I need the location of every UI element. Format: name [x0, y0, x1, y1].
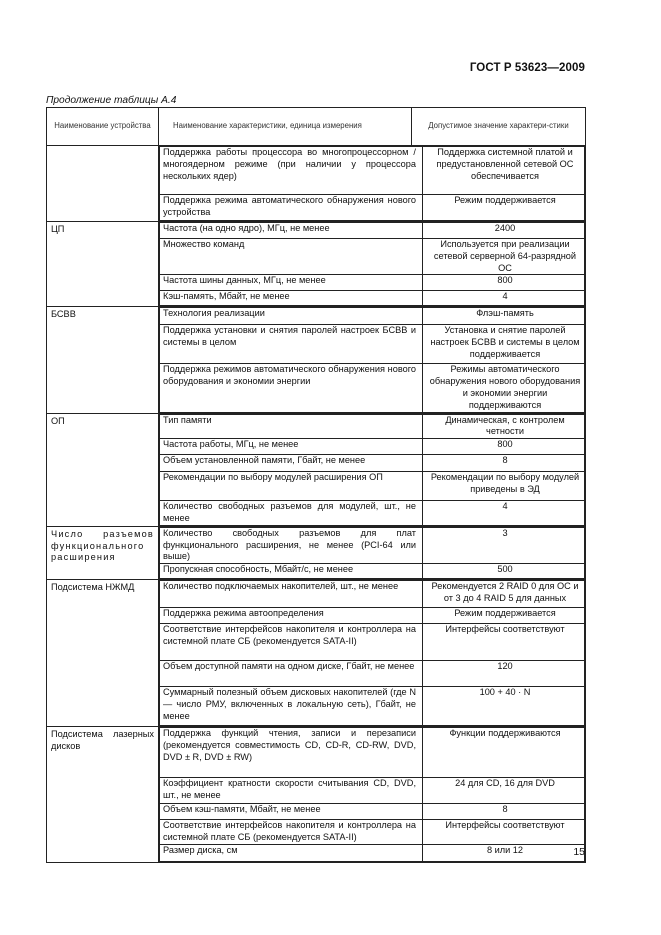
standard-number: ГОСТ Р 53623—2009: [469, 62, 585, 74]
characteristic-name: Количество свободных разъемов для модулей, шт., не менее: [160, 501, 423, 526]
device-name: ОП: [51, 415, 65, 426]
characteristic-value: 8: [423, 455, 585, 472]
characteristic-value: Используется при реализации сетевой серверной 64-разрядной ОС: [423, 239, 585, 275]
characteristic-name: Кэш-память, Мбайт, не менее: [160, 291, 423, 306]
characteristic-value: Установка и снятие паролей настроек БСВВ и системы в целом поддерживается: [423, 325, 585, 364]
characteristic-row: [160, 728, 585, 778]
characteristic-row: [160, 501, 585, 526]
characteristic-name: Поддержка установки и снятия паролей настроек БСВВ и системы в целом: [160, 325, 423, 364]
characteristic-name: Объем установленной памяти, Гбайт, не менее: [160, 455, 423, 472]
device-name: Подсистема НЖМД: [51, 582, 135, 593]
characteristic-value: 2400: [423, 223, 585, 239]
characteristic-row: [160, 308, 585, 325]
characteristic-row: [160, 564, 585, 579]
characteristic-name: Количество свободных разъемов для плат функционального расширения, не менее (PCI-64 или выше): [160, 527, 423, 563]
device-cell: [47, 580, 159, 727]
characteristic-name: Поддержка режимов автоматического обнаружения нового оборудования и экономии энергии: [160, 364, 423, 412]
characteristic-row: [160, 147, 585, 195]
device-cell: [47, 526, 159, 579]
characteristics-list: [159, 580, 585, 726]
characteristics-list: [159, 727, 585, 862]
characteristic-row: [160, 581, 585, 608]
characteristic-value: Флэш-память: [423, 308, 585, 325]
characteristics-list: [159, 146, 585, 221]
characteristic-value: 800: [423, 439, 585, 455]
device-name: Число разъемов функционального расширения: [51, 528, 154, 563]
header-characteristic: Наименование характеристики, единица измерения: [159, 108, 412, 146]
device-name: ЦП: [51, 224, 65, 234]
characteristic-name: Пропускная способность, Мбайт/с, не менее: [160, 564, 423, 579]
characteristic-name: Тип памяти: [160, 414, 423, 439]
characteristic-value: Интерфейсы соответствуют: [423, 820, 585, 845]
characteristic-name: Количество подключаемых накопителей, шт., не менее: [160, 581, 423, 608]
characteristic-row: [160, 364, 585, 412]
header-device: Наименование устройства: [47, 108, 159, 146]
characteristic-row: [160, 291, 585, 306]
characteristic-value: Режим поддерживается: [423, 195, 585, 221]
characteristic-row: [160, 239, 585, 275]
characteristic-value: 4: [423, 501, 585, 526]
device-cell: [47, 413, 159, 526]
page-number: 15: [573, 846, 585, 858]
characteristic-name: Поддержка режима автоматического обнаружения нового устройства: [160, 195, 423, 221]
characteristic-row: [160, 195, 585, 221]
characteristic-name: Поддержка работы процессора во многопроцессорном /многоядерном режиме (при наличии у процессора нескольких ядер): [160, 147, 423, 195]
characteristic-name: Частота шины данных, МГц, не менее: [160, 275, 423, 291]
characteristic-value: 3: [423, 527, 585, 563]
characteristic-name: Соответствие интерфейсов накопителя и контроллера на системной плате СБ (рекомендуется SATA-II): [160, 820, 423, 845]
characteristic-value: Рекомендуется 2 RAID 0 для ОС и от 3 до 4 RAID 5 для данных: [423, 581, 585, 608]
characteristic-value: 8 или 12: [423, 844, 585, 861]
characteristics-list: [159, 222, 585, 306]
characteristic-row: [160, 325, 585, 364]
characteristic-value: Функции поддерживаются: [423, 728, 585, 778]
characteristics-cell: [159, 526, 586, 579]
characteristic-value: 800: [423, 275, 585, 291]
characteristic-name: Поддержка функций чтения, записи и перезаписи (рекомендуется совместимость CD, CD-R, CD-RW, DVD, DVD ± R, DVD ± RW): [160, 728, 423, 778]
device-name: БСВВ: [51, 309, 76, 320]
characteristic-value: Режим поддерживается: [423, 608, 585, 624]
table-row: [47, 413, 586, 526]
characteristic-value: Режимы автоматического обнаружения нового оборудования и экономии энергии поддерживаются: [423, 364, 585, 412]
characteristics-cell: [159, 222, 586, 307]
characteristic-row: [160, 661, 585, 687]
table-header-row: [47, 108, 586, 146]
table-row: [47, 526, 586, 579]
characteristic-row: [160, 223, 585, 239]
characteristics-cell: [159, 307, 586, 413]
characteristic-name: Множество команд: [160, 239, 423, 275]
characteristic-row: [160, 820, 585, 845]
device-cell: [47, 222, 159, 307]
characteristics-list: [159, 414, 585, 526]
device-cell: [47, 307, 159, 413]
table-row: [47, 222, 586, 307]
characteristics-cell: [159, 580, 586, 727]
device-cell: [47, 727, 159, 863]
characteristic-value: Рекомендации по выбору модулей приведены в ЭД: [423, 472, 585, 501]
characteristic-value: 8: [423, 804, 585, 820]
characteristic-row: [160, 455, 585, 472]
characteristic-row: [160, 414, 585, 439]
characteristic-name: Поддержка режима автоопределения: [160, 608, 423, 624]
characteristic-name: Технология реализации: [160, 308, 423, 325]
characteristic-name: Коэффициент кратности скорости считывания CD, DVD, шт., не менее: [160, 778, 423, 804]
characteristic-row: [160, 608, 585, 624]
characteristic-row: [160, 275, 585, 291]
table-row: [47, 307, 586, 413]
table-row: [47, 580, 586, 727]
table-caption: Продолжение таблицы А.4: [46, 95, 177, 106]
characteristic-value: 500: [423, 564, 585, 579]
characteristic-row: [160, 804, 585, 820]
characteristic-name: Суммарный полезный объем дисковых накопителей (где N — число РМУ, включенных в локальную сеть), Гбайт, не менее: [160, 687, 423, 726]
characteristic-value: Интерфейсы соответствуют: [423, 624, 585, 661]
characteristic-value: Поддержка системной платой и предустановленной сетевой ОС обеспечивается: [423, 147, 585, 195]
characteristics-list: [159, 307, 585, 412]
characteristic-row: [160, 527, 585, 563]
characteristic-name: Рекомендации по выбору модулей расширения ОП: [160, 472, 423, 501]
characteristic-name: Частота (на одно ядро), МГц, не менее: [160, 223, 423, 239]
requirements-table: [46, 107, 586, 863]
characteristic-row: [160, 687, 585, 726]
characteristic-value: 100 + 40 · N: [423, 687, 585, 726]
characteristic-row: [160, 472, 585, 501]
table-row: [47, 727, 586, 863]
characteristic-value: 24 для CD, 16 для DVD: [423, 778, 585, 804]
characteristic-value: Динамическая, с контролем четности: [423, 414, 585, 439]
characteristic-value: 4: [423, 291, 585, 306]
characteristics-cell: [159, 727, 586, 863]
characteristic-row: [160, 778, 585, 804]
characteristic-row: [160, 624, 585, 661]
header-value: Допустимое значение характери-стики: [412, 108, 586, 146]
device-cell: [47, 146, 159, 222]
characteristics-cell: [159, 413, 586, 526]
characteristic-name: Объем доступной памяти на одном диске, Гбайт, не менее: [160, 661, 423, 687]
characteristic-value: 120: [423, 661, 585, 687]
characteristics-list: [159, 527, 585, 579]
characteristic-row: [160, 439, 585, 455]
table-row: [47, 146, 586, 222]
characteristic-name: Размер диска, см: [160, 844, 423, 861]
characteristic-name: Соответствие интерфейсов накопителя и контроллера на системной плате СБ (рекомендуется SATA-II): [160, 624, 423, 661]
characteristics-cell: [159, 146, 586, 222]
characteristic-name: Объем кэш-памяти, Мбайт, не менее: [160, 804, 423, 820]
characteristic-name: Частота работы, МГц, не менее: [160, 439, 423, 455]
device-name: Подсистема лазерных дисков: [51, 729, 154, 751]
